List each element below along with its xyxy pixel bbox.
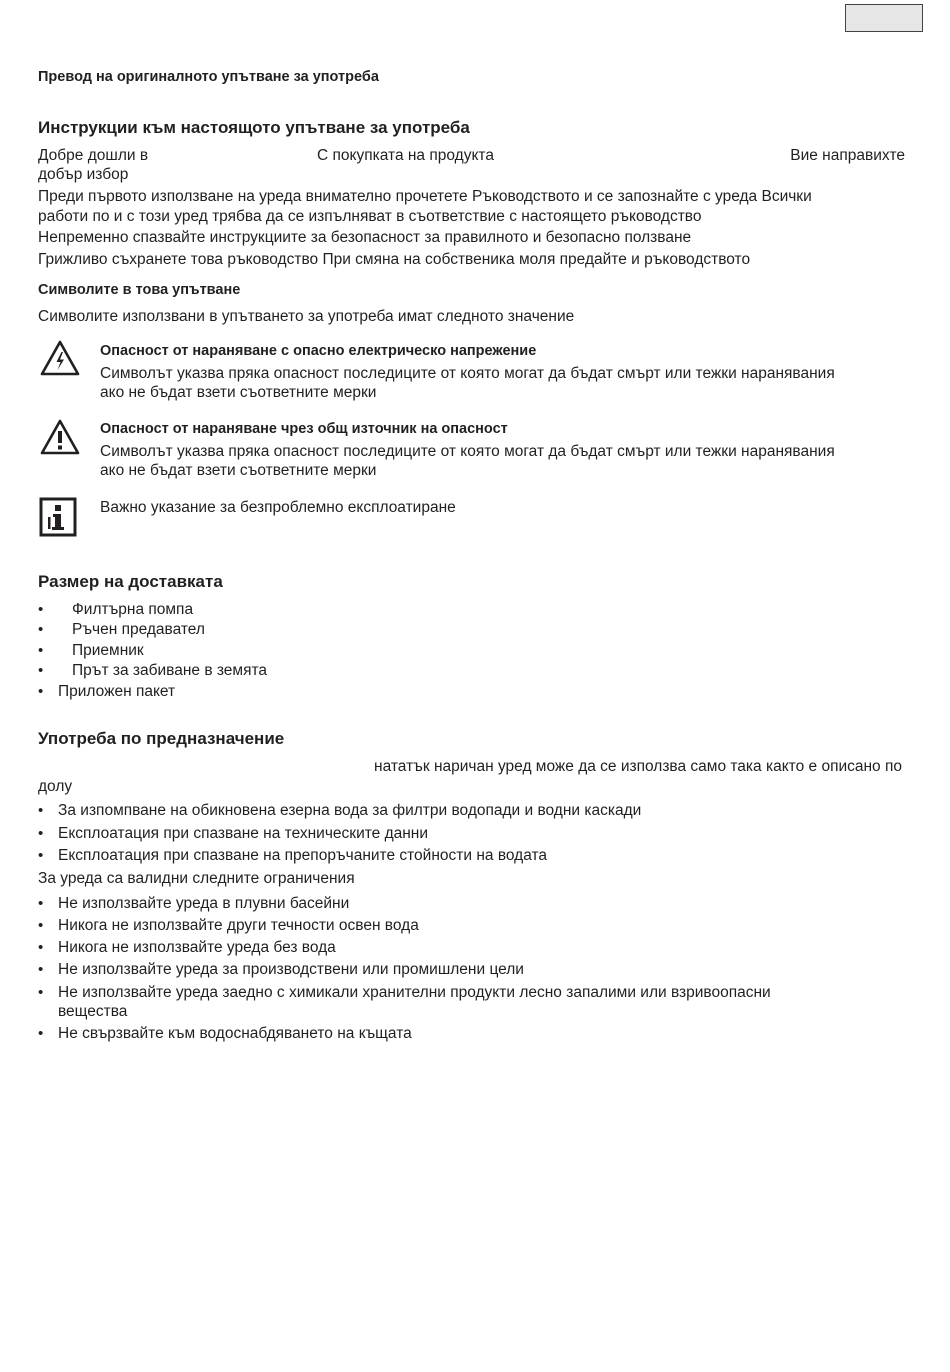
- paragraph-2: Непременно спазвайте инструкциите за безопасност за правилното и безопасно ползване: [38, 229, 692, 246]
- delivery-heading: Размер на доставката: [38, 572, 223, 591]
- intended-use-heading: Употреба по предназначение: [38, 729, 285, 748]
- welcome-text-b: С покупката на продукта: [317, 147, 494, 164]
- use-item: Експлоатация при спазване на техническите данни: [58, 825, 429, 842]
- paragraph-1-line-1: Преди първото използване на уреда внимателно прочетете Ръководството и се запознайте с уреда Всички: [38, 188, 812, 205]
- intended-use-intro-line-2: долу: [38, 778, 73, 795]
- general-hazard-icon: [40, 419, 80, 455]
- delivery-item: Приложен пакет: [58, 683, 176, 700]
- bullet-icon: •: [38, 961, 44, 978]
- restriction-item: Не използвайте уреда за производствени или промишлени цели: [58, 961, 524, 978]
- electric-hazard-icon: [40, 340, 80, 376]
- paragraph-3: Грижливо съхранете това ръководство При смяна на собственика моля предайте и ръководството: [38, 251, 751, 268]
- bullet-icon: •: [38, 601, 44, 618]
- bullet-icon: •: [38, 683, 44, 700]
- translation-note: Превод на оригиналното упътване за употреба: [38, 69, 379, 85]
- general-hazard-desc-line-2: ако не бъдат взети съответните мерки: [100, 462, 377, 479]
- bullet-icon: •: [38, 802, 44, 819]
- restriction-item: Никога не използвайте други течности освен вода: [58, 917, 419, 934]
- restriction-item: Не използвайте уреда в плувни басейни: [58, 895, 350, 912]
- paragraph-1-line-2: работи по и с този уред трябва да се изпълняват в съответствие с настоящето ръководство: [38, 208, 702, 225]
- bullet-icon: •: [38, 621, 44, 638]
- bullet-icon: •: [38, 939, 44, 956]
- symbols-heading: Символите в това упътване: [38, 282, 241, 298]
- restriction-item: Никога не използвайте уреда без вода: [58, 939, 336, 956]
- restriction-item-continuation: вещества: [58, 1003, 128, 1020]
- bullet-icon: •: [38, 917, 44, 934]
- info-icon: [39, 497, 77, 537]
- welcome-text-a: Добре дошли в: [38, 147, 149, 164]
- delivery-item: Ръчен предавател: [72, 621, 205, 638]
- general-hazard-title: Опасност от нараняване чрез общ източник на опасност: [100, 421, 508, 437]
- bullet-icon: •: [38, 662, 44, 679]
- info-desc: Важно указание за безпроблемно експлоатиране: [100, 499, 456, 516]
- bullet-icon: •: [38, 984, 44, 1001]
- delivery-item: Прът за забиване в земята: [72, 662, 268, 679]
- delivery-item: Филтърна помпа: [72, 601, 194, 618]
- symbols-intro: Символите използвани в упътването за употреба имат следното значение: [38, 308, 575, 325]
- bullet-icon: •: [38, 825, 44, 842]
- use-item: За изпомпване на обикновена езерна вода за филтри водопади и водни каскади: [58, 802, 642, 819]
- restriction-item: Не използвайте уреда заедно с химикали хранителни продукти лесно запалими или взривоопасни: [58, 984, 771, 1001]
- welcome-text-c: Вие направихте: [790, 147, 905, 164]
- use-item: Експлоатация при спазване на препоръчаните стойности на водата: [58, 847, 548, 864]
- bullet-icon: •: [38, 895, 44, 912]
- restrictions-intro: За уреда са валидни следните ограничения: [38, 870, 355, 887]
- intended-use-intro-line-1: нататък наричан уред може да се използва само така както е описано по: [374, 758, 902, 775]
- restriction-item: Не свързвайте към водоснабдяването на къщата: [58, 1025, 412, 1042]
- welcome-text-d: добър избор: [38, 166, 129, 183]
- page-tab: [845, 4, 923, 32]
- bullet-icon: •: [38, 847, 44, 864]
- delivery-item: Приемник: [72, 642, 144, 659]
- general-hazard-desc-line-1: Символът указва пряка опасност последиците от която могат да бъдат смърт или тежки наранявания: [100, 443, 835, 460]
- electric-hazard-desc-line-2: ако не бъдат взети съответните мерки: [100, 384, 377, 401]
- instructions-heading: Инструкции към настоящото упътване за употреба: [38, 118, 470, 137]
- electric-hazard-desc-line-1: Символът указва пряка опасност последиците от която могат да бъдат смърт или тежки наранявания: [100, 365, 835, 382]
- electric-hazard-title: Опасност от нараняване с опасно електрическо напрежение: [100, 343, 537, 359]
- bullet-icon: •: [38, 642, 44, 659]
- bullet-icon: •: [38, 1025, 44, 1042]
